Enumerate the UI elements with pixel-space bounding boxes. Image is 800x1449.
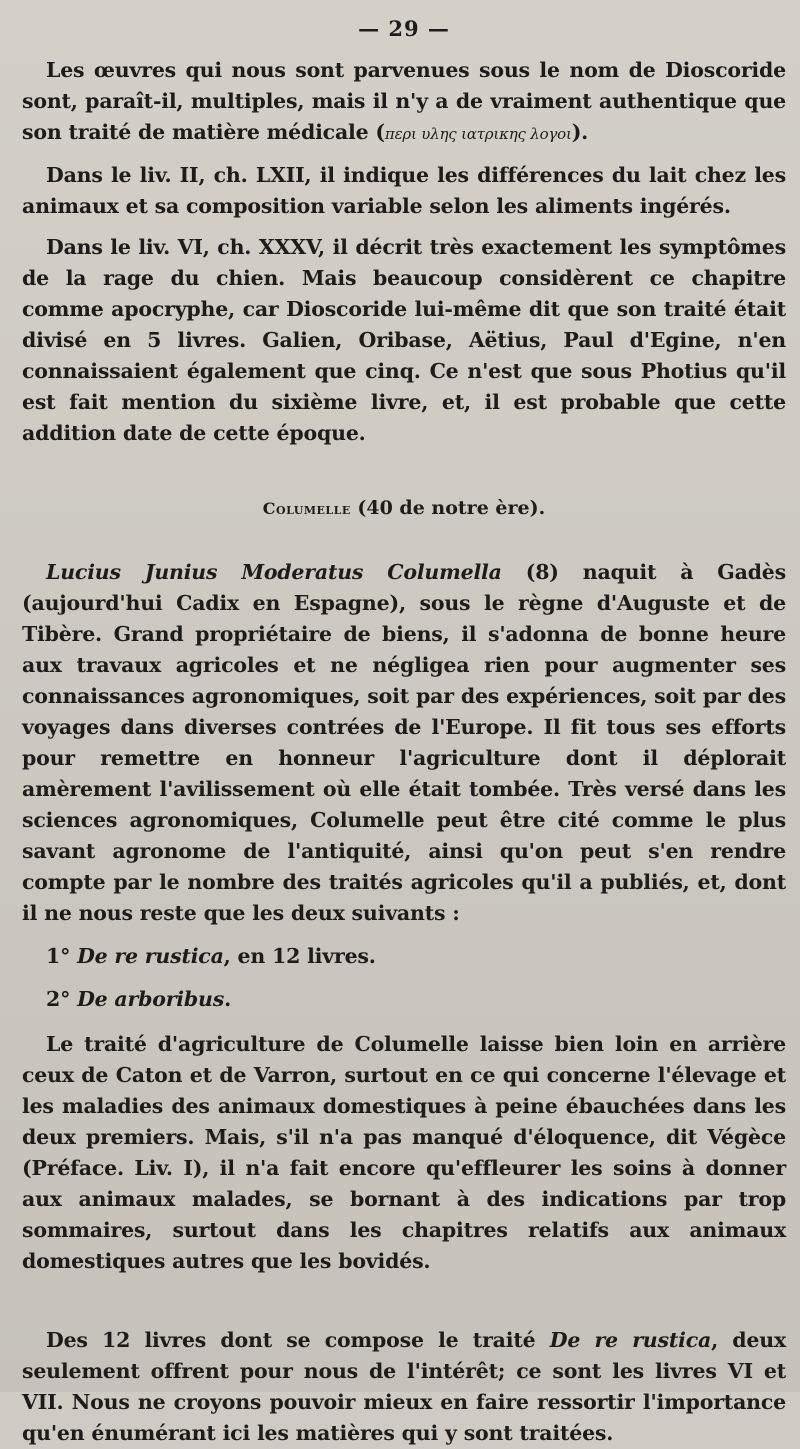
paragraph-rabies: Dans le liv. VI, ch. XXXV, il décrit très exactement les symptômes de la rage du chien. Mais beaucoup considèrent ce chapitre comme apocryphe, car Dioscoride lui-même dit que son traité était divisé en 5 livres. Galien, Oribase, Aëtius, Paul d'Egine, n'en connaissaient également que cinq. Ce n'est que sous Photius qu'il est fait mention du sixième livre, et, il est probable que cette addition date de cette époque.: [22, 235, 786, 445]
paragraph-treatise-comparison: Le traité d'agriculture de Columelle laisse bien loin en arrière ceux de Caton et de Varron, surtout en ce qui concerne l'élevage et les maladies des animaux domestiques à peine ébauchées dans les deux premiers. Mais, s'il n'a pas manqué d'éloquence, dit Végèce (Préface. Liv. I), il n'a fait encore qu'effleurer les soins à donner aux animaux malades, se bornant à des indications par trop sommaires, surtout dans les chapitres relatifs aux animaux domestiques autres que les bovidés.: [22, 1032, 786, 1273]
list-rest: .: [224, 987, 232, 1011]
book-title: De re rustica: [77, 944, 224, 968]
list-number: 1°: [46, 944, 71, 968]
paragraph-text: , deux seulement offrent pour nous de l'intérêt; ce sont les livres VI et VII. Nous ne croyons pouvoir mieux en faire ressortir l'importance qu'en énumérant ici les matières qui y sont traitées.: [22, 1328, 786, 1445]
heading-name: Columelle: [262, 499, 351, 518]
list-item: [22, 941, 786, 972]
columella-full-name: Lucius Junius Moderatus Columella: [46, 560, 502, 584]
section-heading: [22, 497, 786, 519]
paragraph-columella-bio: [22, 557, 786, 929]
list-item: [22, 984, 786, 1015]
paragraph-milk: Dans le liv. II, ch. LXII, il indique les différences du lait chez les animaux et sa composition variable selon les aliments ingérés.: [22, 163, 786, 218]
greek-title: περι υλης ιατρικης λογοι: [384, 125, 572, 143]
paragraph-text: Les œuvres qui nous sont parvenues sous le nom de Dioscoride sont, paraît-il, multiples, mais il n'y a de vraiment authentique que son traité de matière médicale (: [22, 58, 786, 144]
paragraph-text: (8) naquit à Gadès (aujourd'hui Cadix en Espagne), sous le règne d'Auguste et de Tibère. Grand propriétaire de biens, il s'adonna de bonne heure aux travaux agricoles et ne négligea rien pour augmenter ses connaissances agronomiques, soit par des expériences, soit par des voyages dans diverses contrées de l'Europe. Il fit tous ses efforts pour remettre en honneur l'agriculture dont il déplorait amèrement l'avilissement où elle était tombée. Très versé dans les sciences agronomiques, Columelle peut être cité comme le plus savant agronome de l'antiquité, ainsi qu'on peut s'en rendre compte par le nombre des traités agricoles qu'il a publiés, et, dont il ne nous reste que les deux suivants :: [22, 560, 786, 925]
list-number: 2°: [46, 987, 71, 1011]
paragraph-dioscoride-works: [22, 55, 786, 150]
book-title: De re rustica: [549, 1328, 712, 1352]
paragraph-text: Des 12 livres dont se compose le traité: [46, 1328, 550, 1352]
heading-date: (40 de notre ère).: [357, 497, 546, 519]
list-rest: , en 12 livres.: [223, 944, 376, 968]
paragraph-twelve-books: [22, 1325, 786, 1449]
page-number: — 29 —: [358, 16, 450, 41]
book-title: De arboribus: [77, 987, 225, 1011]
paragraph-text: ).: [571, 120, 589, 144]
